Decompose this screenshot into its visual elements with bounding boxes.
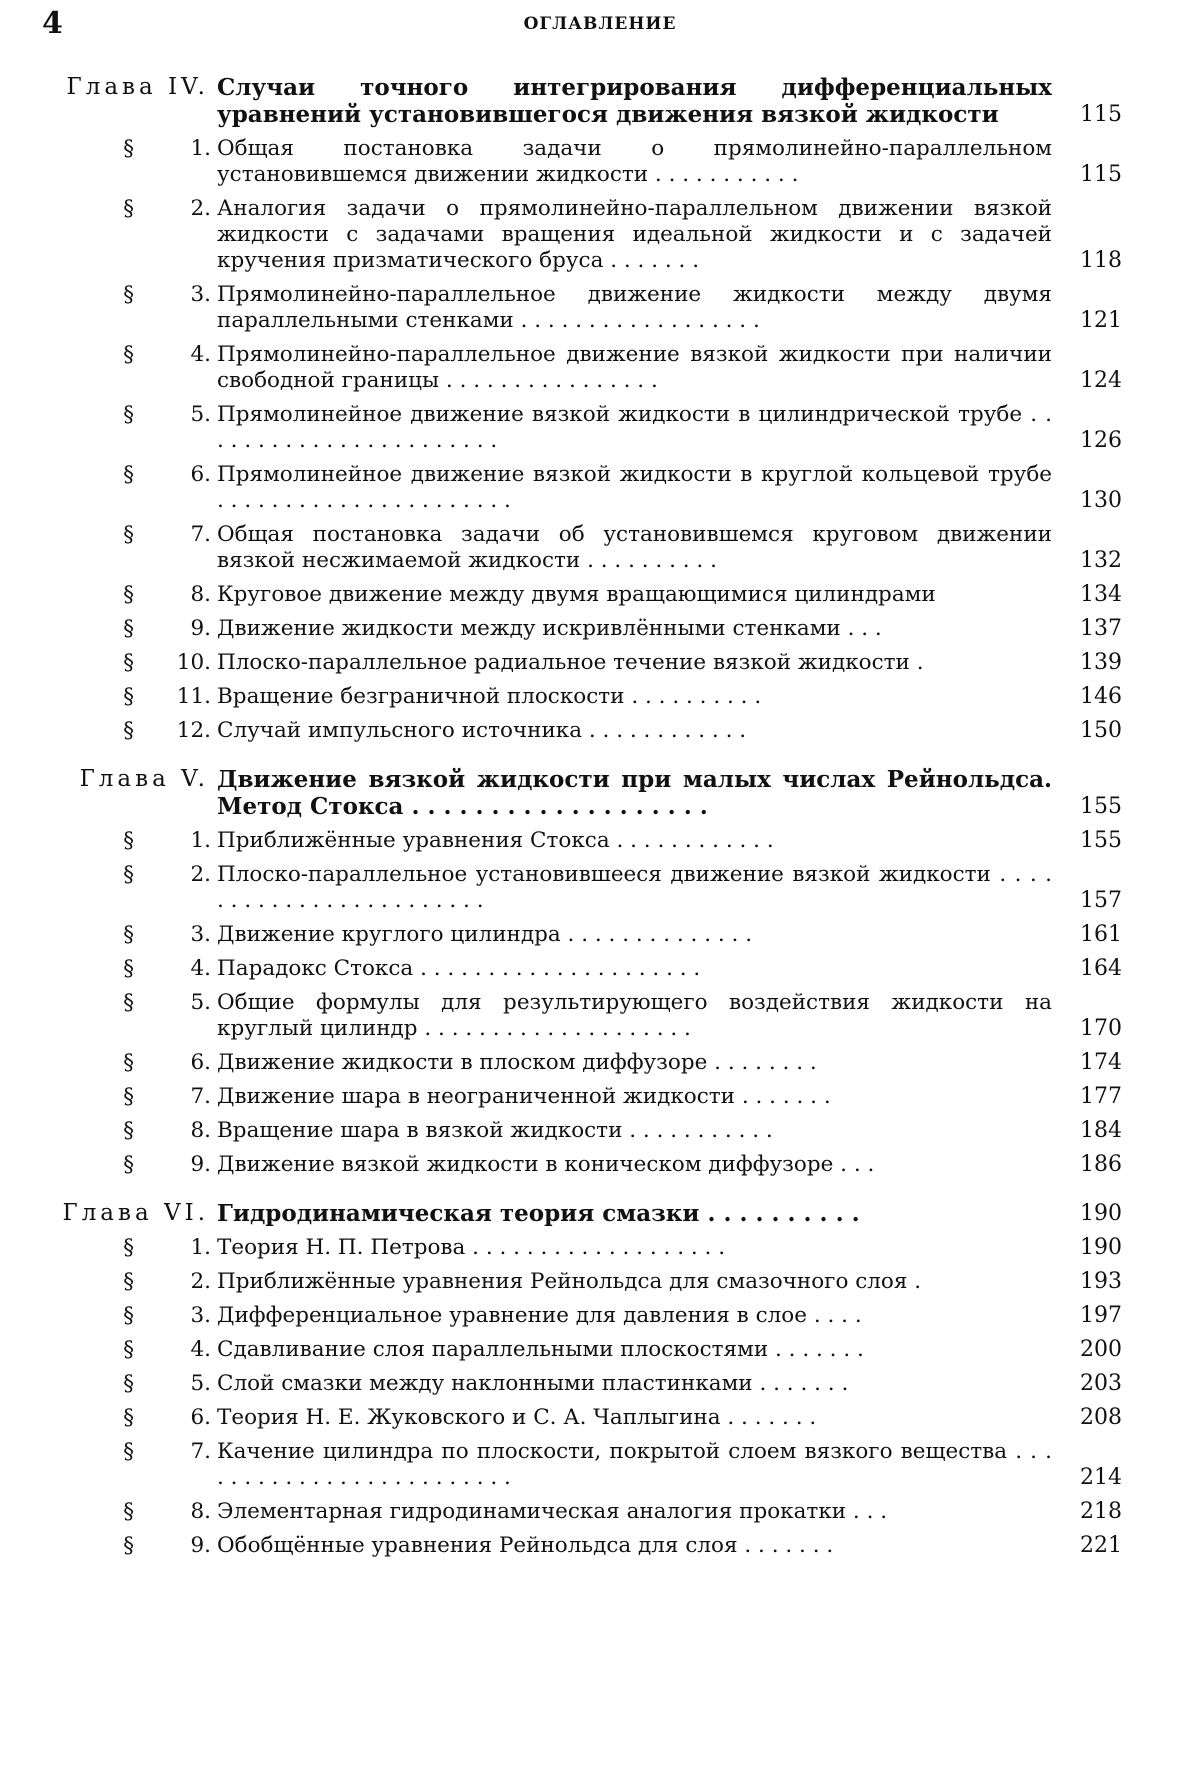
section-number: 2.	[190, 1269, 211, 1294]
section-number: 5.	[190, 402, 211, 427]
chapter-label: Глава VI.	[62, 1200, 209, 1226]
section-page-number: 214	[1080, 1465, 1122, 1490]
page-header	[0, 6, 1200, 46]
section-entry	[0, 462, 1200, 514]
section-sign: §	[123, 196, 134, 221]
section-number: 1.	[190, 136, 211, 161]
section-sign: §	[123, 956, 134, 981]
section-title: Теория Н. П. Петрова . . . . . . . . . . . . . . . . . . .	[217, 1235, 726, 1260]
section-entry	[0, 1084, 1200, 1110]
section-title: Теория Н. Е. Жуковского и С. А. Чаплыгина . . . . . . .	[217, 1405, 817, 1430]
section-number: 8.	[190, 582, 211, 607]
section-sign: §	[123, 1405, 134, 1430]
section-title: Слой смазки между наклонными пластинками . . . . . . .	[217, 1371, 849, 1396]
section-sign: §	[123, 136, 134, 161]
section-number: 9.	[190, 616, 211, 641]
section-number: 8.	[190, 1499, 211, 1524]
section-title: Вращение безграничной плоскости . . . . . . . . . .	[217, 684, 762, 709]
section-sign: §	[123, 862, 134, 887]
section-title: Плоско-параллельное радиальное течение вязкой жидкости .	[217, 650, 924, 675]
section-number: 7.	[190, 522, 211, 547]
section-sign: §	[123, 684, 134, 709]
section-sign: §	[123, 1118, 134, 1143]
section-entry	[0, 922, 1200, 948]
section-page-number: 186	[1080, 1152, 1122, 1177]
section-page-number: 132	[1080, 548, 1122, 573]
section-title: Общие формулы для результирующего воздействия жидкости на круглый цилиндр . . . . . . . . . . . . . . . . . . . .	[217, 990, 1052, 1041]
section-page-number: 134	[1080, 582, 1122, 607]
section-sign: §	[123, 1533, 134, 1558]
chapter-page-number: 155	[1080, 794, 1122, 819]
section-title: Сдавливание слоя параллельными плоскостями . . . . . . .	[217, 1337, 864, 1362]
section-entry	[0, 1337, 1200, 1363]
section-sign: §	[123, 522, 134, 547]
section-entry	[0, 684, 1200, 710]
section-page-number: 203	[1080, 1371, 1122, 1396]
section-sign: §	[123, 616, 134, 641]
section-title: Прямолинейно-параллельное движение жидкости между двумя параллельными стенками . . . . . . . . . . . . . . . . . .	[217, 282, 1052, 333]
section-title: Вращение шара в вязкой жидкости . . . . . . . . . . .	[217, 1118, 773, 1143]
section-sign: §	[123, 342, 134, 367]
section-title: Элементарная гидродинамическая аналогия прокатки . . .	[217, 1499, 888, 1524]
section-number: 8.	[190, 1118, 211, 1143]
section-number: 4.	[190, 342, 211, 367]
section-number: 1.	[190, 1235, 211, 1260]
section-page-number: 137	[1080, 616, 1122, 641]
section-sign: §	[123, 1371, 134, 1396]
section-number: 4.	[190, 956, 211, 981]
chapter	[0, 74, 1200, 744]
section-sign: §	[123, 828, 134, 853]
section-number: 10.	[176, 650, 211, 675]
section-number: 3.	[190, 922, 211, 947]
section-entry	[0, 1371, 1200, 1397]
section-sign: §	[123, 650, 134, 675]
section-entry	[0, 1235, 1200, 1261]
section-page-number: 126	[1080, 428, 1122, 453]
section-title: Приближённые уравнения Рейнольдса для смазочного слоя .	[217, 1269, 922, 1294]
section-entry	[0, 522, 1200, 574]
section-number: 6.	[190, 1050, 211, 1075]
section-sign: §	[123, 462, 134, 487]
section-title: Движение жидкости между искривлёнными стенками . . .	[217, 616, 882, 641]
section-entry	[0, 956, 1200, 982]
section-list	[0, 136, 1200, 744]
section-title: Круговое движение между двумя вращающимися цилиндрами	[217, 582, 936, 607]
section-sign: §	[123, 1499, 134, 1524]
running-title: ОГЛАВЛЕНИЕ	[523, 14, 677, 34]
section-entry	[0, 1118, 1200, 1144]
section-title: Движение круглого цилиндра . . . . . . . . . . . . . .	[217, 922, 753, 947]
section-sign: §	[123, 282, 134, 307]
section-page-number: 118	[1080, 248, 1122, 273]
section-title: Прямолинейно-параллельное движение вязкой жидкости при наличии свободной границы . . . . . . . . . . . . . . . .	[217, 342, 1052, 393]
section-sign: §	[123, 1235, 134, 1260]
section-sign: §	[123, 1303, 134, 1328]
section-page-number: 121	[1080, 308, 1122, 333]
chapter-heading	[0, 1200, 1200, 1227]
section-title: Прямолинейное движение вязкой жидкости в круглой кольцевой трубе . . . . . . . . . . . . . . . . . . . . . .	[217, 462, 1052, 513]
section-page-number: 200	[1080, 1337, 1122, 1362]
section-title: Обобщённые уравнения Рейнольдса для слоя . . . . . . .	[217, 1533, 834, 1558]
section-page-number: 221	[1080, 1533, 1122, 1558]
section-page-number: 139	[1080, 650, 1122, 675]
page-number: 4	[42, 6, 63, 41]
section-title: Прямолинейное движение вязкой жидкости в цилиндрической трубе . . . . . . . . . . . . . . . . . . . . . . .	[217, 402, 1052, 453]
section-page-number: 146	[1080, 684, 1122, 709]
chapter-heading	[0, 766, 1200, 820]
section-page-number: 208	[1080, 1405, 1122, 1430]
section-entry	[0, 1499, 1200, 1525]
section-sign: §	[123, 990, 134, 1015]
section-entry	[0, 616, 1200, 642]
section-title: Движение вязкой жидкости в коническом диффузоре . . .	[217, 1152, 875, 1177]
chapter-title: Случаи точного интегрирования дифференциальных уравнений установившегося движения вязкой жидкости	[217, 74, 1052, 128]
section-entry	[0, 862, 1200, 914]
section-number: 5.	[190, 1371, 211, 1396]
section-entry	[0, 1269, 1200, 1295]
section-entry	[0, 582, 1200, 608]
table-of-contents	[0, 74, 1200, 1581]
section-page-number: 150	[1080, 718, 1122, 743]
section-number: 6.	[190, 1405, 211, 1430]
section-entry	[0, 1439, 1200, 1491]
section-page-number: 170	[1080, 1016, 1122, 1041]
section-sign: §	[123, 1337, 134, 1362]
section-page-number: 193	[1080, 1269, 1122, 1294]
section-page-number: 218	[1080, 1499, 1122, 1524]
section-page-number: 130	[1080, 488, 1122, 513]
section-page-number: 124	[1080, 368, 1122, 393]
section-sign: §	[123, 1269, 134, 1294]
section-title: Общая постановка задачи об установившемся круговом движении вязкой несжимаемой жидкости . . . . . . . . . .	[217, 522, 1052, 573]
section-entry	[0, 828, 1200, 854]
chapter-label: Глава IV.	[66, 74, 209, 100]
section-number: 7.	[190, 1084, 211, 1109]
section-title: Приближённые уравнения Стокса . . . . . . . . . . . .	[217, 828, 774, 853]
section-entry	[0, 1533, 1200, 1559]
section-title: Движение шара в неограниченной жидкости . . . . . . .	[217, 1084, 831, 1109]
section-number: 4.	[190, 1337, 211, 1362]
section-number: 9.	[190, 1533, 211, 1558]
section-page-number: 190	[1080, 1235, 1122, 1260]
section-entry	[0, 1405, 1200, 1431]
section-title: Движение жидкости в плоском диффузоре . . . . . . . .	[217, 1050, 817, 1075]
section-entry	[0, 196, 1200, 274]
section-number: 7.	[190, 1439, 211, 1464]
section-number: 6.	[190, 462, 211, 487]
section-page-number: 157	[1080, 888, 1122, 913]
section-entry	[0, 1303, 1200, 1329]
section-page-number: 184	[1080, 1118, 1122, 1143]
chapter	[0, 1200, 1200, 1559]
section-title: Парадокс Стокса . . . . . . . . . . . . . . . . . . . . .	[217, 956, 701, 981]
section-sign: §	[123, 1439, 134, 1464]
section-list	[0, 828, 1200, 1178]
section-entry	[0, 402, 1200, 454]
section-number: 9.	[190, 1152, 211, 1177]
section-number: 2.	[190, 862, 211, 887]
section-page-number: 174	[1080, 1050, 1122, 1075]
section-title: Общая постановка задачи о прямолинейно-параллельном установившемся движении жидкости . . . . . . . . . . .	[217, 136, 1052, 187]
section-entry	[0, 1050, 1200, 1076]
section-entry	[0, 718, 1200, 744]
section-title: Аналогия задачи о прямолинейно-параллельном движении вязкой жидкости с задачами вращения идеальной жидкости и с задачей кручения призматического бруса . . . . . . .	[217, 196, 1052, 273]
section-list	[0, 1235, 1200, 1559]
section-page-number: 161	[1080, 922, 1122, 947]
section-page-number: 177	[1080, 1084, 1122, 1109]
section-title: Качение цилиндра по плоскости, покрытой слоем вязкого вещества . . . . . . . . . . . . . . . . . . . . . . . . .	[217, 1439, 1052, 1490]
chapter-heading	[0, 74, 1200, 128]
chapter-page-number: 115	[1080, 102, 1122, 127]
section-sign: §	[123, 1050, 134, 1075]
section-sign: §	[123, 402, 134, 427]
section-number: 5.	[190, 990, 211, 1015]
section-page-number: 155	[1080, 828, 1122, 853]
section-number: 11.	[176, 684, 211, 709]
section-number: 12.	[176, 718, 211, 743]
section-entry	[0, 342, 1200, 394]
section-title: Дифференциальное уравнение для давления в слое . . . .	[217, 1303, 862, 1328]
chapter	[0, 766, 1200, 1178]
section-entry	[0, 1152, 1200, 1178]
section-entry	[0, 282, 1200, 334]
section-title: Плоско-параллельное установившееся движение вязкой жидкости . . . . . . . . . . . . . . . . . . . . . . . .	[217, 862, 1052, 913]
section-title: Случай импульсного источника . . . . . . . . . . . .	[217, 718, 747, 743]
section-page-number: 197	[1080, 1303, 1122, 1328]
section-entry	[0, 650, 1200, 676]
section-page-number: 164	[1080, 956, 1122, 981]
section-entry	[0, 990, 1200, 1042]
chapter-page-number: 190	[1080, 1201, 1122, 1226]
section-number: 3.	[190, 1303, 211, 1328]
section-number: 1.	[190, 828, 211, 853]
section-sign: §	[123, 1152, 134, 1177]
section-sign: §	[123, 1084, 134, 1109]
section-number: 3.	[190, 282, 211, 307]
section-sign: §	[123, 582, 134, 607]
section-sign: §	[123, 718, 134, 743]
section-page-number: 115	[1080, 162, 1122, 187]
chapter-label: Глава V.	[79, 766, 209, 792]
section-sign: §	[123, 922, 134, 947]
chapter-title: Гидродинамическая теория смазки . . . . . . . . . .	[217, 1200, 860, 1227]
section-entry	[0, 136, 1200, 188]
chapter-title: Движение вязкой жидкости при малых числах Рейнольдса. Метод Стокса . . . . . . . . . . . . . . . . . . .	[217, 766, 1052, 820]
section-number: 2.	[190, 196, 211, 221]
